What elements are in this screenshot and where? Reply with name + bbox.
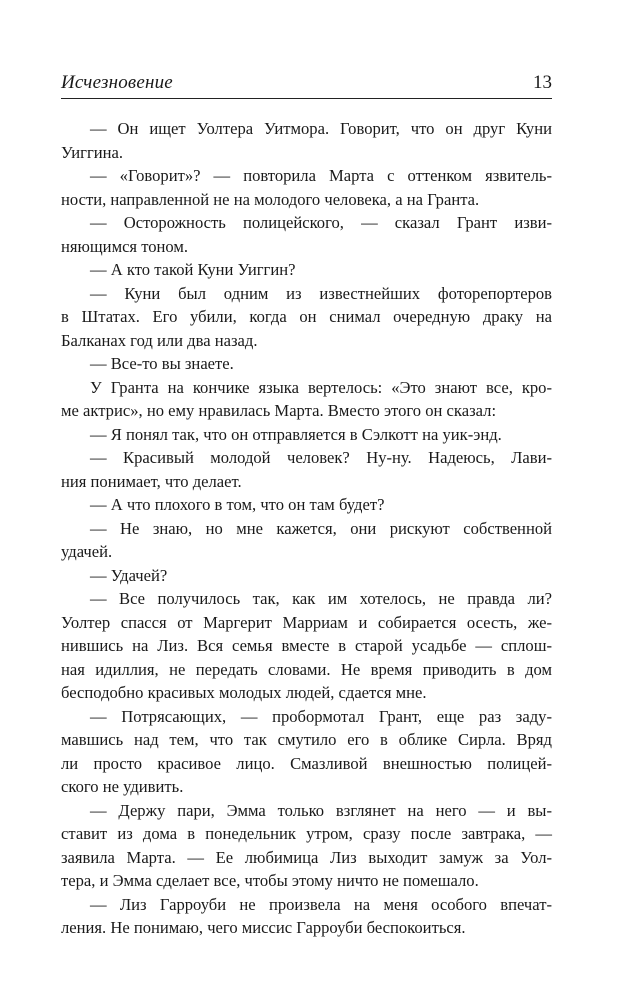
text-line: — Он ищет Уолтера Уитмора. Говорит, что он друг Куни xyxy=(90,119,552,138)
paragraph xyxy=(61,164,552,211)
text-line: — Лиз Гарроуби не произвела на меня особого впечат- xyxy=(90,894,552,914)
text-line: ли просто красивое лицо. Смазливой внешностью полицей- xyxy=(61,753,552,773)
text-line: ме актрис», но ему нравилась Марта. Вместо этого он сказал: xyxy=(61,401,497,420)
text-line: — Я понял так, что он отправляется в Сэлкотт на уик-энд. xyxy=(90,424,502,444)
text-line: тера, и Эмма сделает все, чтобы этому ничто не помешало. xyxy=(61,871,479,890)
text-line: няющимся тоном. xyxy=(61,236,189,256)
paragraph xyxy=(61,893,552,940)
text-line: ставит из дома в понедельник утром, сразу после завтрака, — xyxy=(61,824,552,843)
paragraph xyxy=(61,352,552,376)
text-line: — Потрясающих, — пробормотал Грант, еще раз заду- xyxy=(90,706,552,726)
paragraph xyxy=(61,564,552,588)
text-line: удачей. xyxy=(61,542,113,561)
text-line: У Гранта на кончике языка вертелось: «Это знают все, кро- xyxy=(90,377,552,397)
running-head xyxy=(61,70,552,96)
text-line: — Удачей? xyxy=(90,565,168,585)
text-line: в Штатах. Его убили, когда он снимал очередную драку на xyxy=(61,307,552,326)
paragraph xyxy=(61,493,552,517)
text-line: Уиггина. xyxy=(61,142,124,162)
paragraph xyxy=(61,376,552,423)
text-line: — «Говорит»? — повторила Марта с оттенком язвитель- xyxy=(90,166,552,185)
paragraph xyxy=(61,423,552,447)
paragraph xyxy=(61,587,552,705)
text-line: ности, направленной не на молодого человека, а на Гранта. xyxy=(61,189,480,209)
text-line: ния понимает, что делает. xyxy=(61,471,242,491)
text-line: — Осторожность полицейского, — сказал Грант изви- xyxy=(90,213,552,232)
header-rule xyxy=(61,98,552,99)
text-line: — Не знаю, но мне кажется, они рискуют собственной xyxy=(90,518,552,538)
text-line: нившись на Лиз. Вся семья вместе в старой усадьбе — сплош- xyxy=(61,636,552,655)
text-line: — А кто такой Куни Уиггин? xyxy=(90,260,296,279)
paragraph xyxy=(61,705,552,799)
text-line: — Все получилось так, как им хотелось, не правда ли? xyxy=(90,589,552,608)
paragraph xyxy=(61,282,552,353)
paragraph xyxy=(61,799,552,893)
paragraph xyxy=(61,211,552,258)
page-number: 13 xyxy=(533,72,552,93)
text-line: заявила Марта. — Ее любимица Лиз выходит замуж за Уол- xyxy=(61,847,552,867)
running-title: Исчезновение xyxy=(61,72,173,93)
text-line: Уолтер спасся от Маргерит Марриам и собирается осесть, же- xyxy=(61,612,552,632)
text-line: — А что плохого в том, что он там будет? xyxy=(90,495,385,514)
body-text xyxy=(61,117,552,940)
paragraph xyxy=(61,258,552,282)
text-line: — Красивый молодой человек? Ну-ну. Надеюсь, Лави- xyxy=(90,448,552,467)
paragraph xyxy=(61,446,552,493)
text-line: бесподобно красивых молодых людей, сдается мне. xyxy=(61,683,427,702)
text-line: Балканах год или два назад. xyxy=(61,330,258,350)
text-line: мавшись над тем, что так смутило его в облике Сирла. Вряд xyxy=(61,730,552,749)
text-line: — Все-то вы знаете. xyxy=(90,354,234,373)
paragraph xyxy=(61,117,552,164)
text-line: — Куни был одним из известнейших фоторепортеров xyxy=(90,283,552,303)
text-line: ления. Не понимаю, чего миссис Гарроуби беспокоиться. xyxy=(61,918,466,937)
text-line: — Держу пари, Эмма только взглянет на него — и вы- xyxy=(90,800,552,820)
text-line: ского не удивить. xyxy=(61,777,184,796)
paragraph xyxy=(61,517,552,564)
text-line: ная идиллия, не передать словами. Не время приводить в дом xyxy=(61,659,552,679)
